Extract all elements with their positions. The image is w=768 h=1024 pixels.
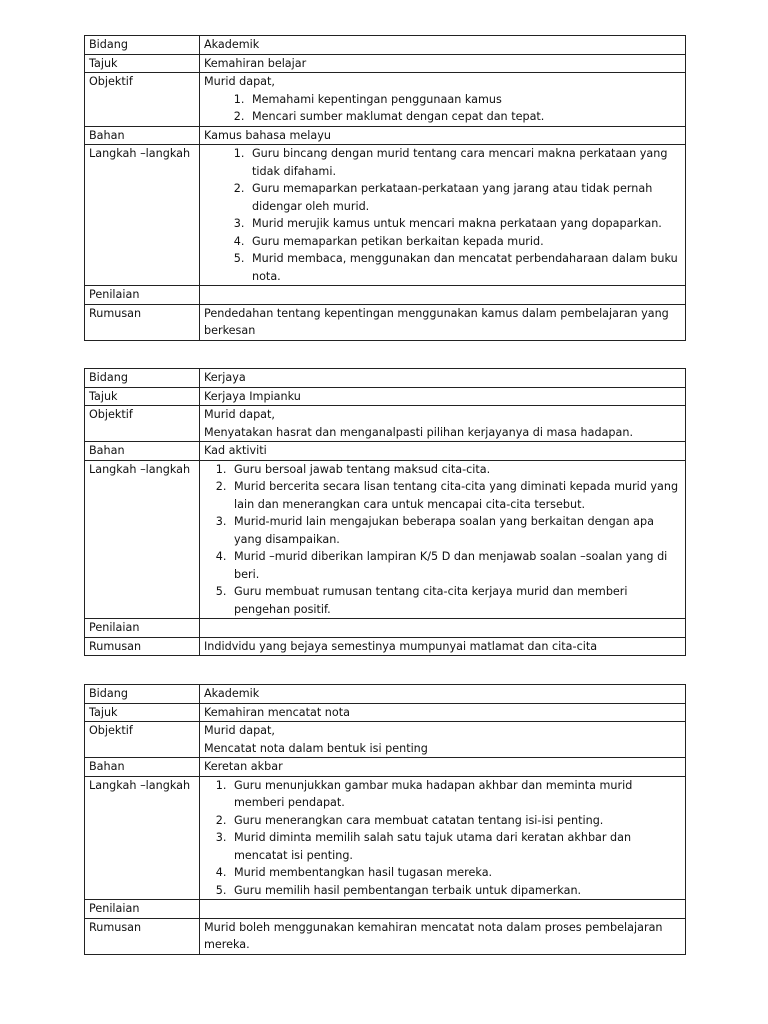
label-langkah: Langkah –langkah xyxy=(85,776,200,900)
list-item: 4. Guru memaparkan petikan berkaitan kepada murid. xyxy=(248,233,681,251)
list-item: 4. Murid membentangkan hasil tugasan mereka. xyxy=(230,864,681,882)
lesson-table-1 xyxy=(84,35,686,341)
row-objektif xyxy=(85,406,686,442)
value-tajuk: Kemahiran mencatat nota xyxy=(200,703,686,722)
objektif-list xyxy=(204,91,681,126)
value-penilaian xyxy=(200,900,686,919)
value-penilaian xyxy=(200,619,686,638)
row-bidang xyxy=(85,369,686,388)
label-tajuk: Tajuk xyxy=(85,703,200,722)
row-rumusan xyxy=(85,304,686,340)
row-bahan xyxy=(85,126,686,145)
label-objektif: Objektif xyxy=(85,73,200,127)
row-bahan xyxy=(85,758,686,777)
objektif-intro: Murid dapat, xyxy=(204,724,275,737)
value-langkah xyxy=(200,776,686,900)
list-item: 3. Murid-murid lain mengajukan beberapa soalan yang berkaitan dengan apa yang disampaikan. xyxy=(230,513,681,548)
row-objektif xyxy=(85,73,686,127)
langkah-list xyxy=(204,145,681,285)
value-bidang: Kerjaya xyxy=(200,369,686,388)
langkah-list xyxy=(204,777,681,900)
label-objektif: Objektif xyxy=(85,406,200,442)
row-langkah xyxy=(85,776,686,900)
list-item: 1. Memahami kepentingan penggunaan kamus xyxy=(248,91,681,109)
label-rumusan: Rumusan xyxy=(85,304,200,340)
row-penilaian xyxy=(85,619,686,638)
lesson-table-3 xyxy=(84,684,686,955)
list-item: 3. Murid merujik kamus untuk mencari makna perkataan yang dopaparkan. xyxy=(248,215,681,233)
list-item: 4. Murid –murid diberikan lampiran K/5 D dan menjawab soalan –soalan yang di beri. xyxy=(230,548,681,583)
value-penilaian xyxy=(200,286,686,305)
label-rumusan: Rumusan xyxy=(85,918,200,954)
row-bahan xyxy=(85,442,686,461)
label-bidang: Bidang xyxy=(85,369,200,388)
value-objektif xyxy=(200,722,686,758)
label-penilaian: Penilaian xyxy=(85,619,200,638)
row-penilaian xyxy=(85,900,686,919)
list-item: 2. Mencari sumber maklumat dengan cepat dan tepat. xyxy=(248,108,681,126)
list-item: 1. Guru bincang dengan murid tentang cara mencari makna perkataan yang tidak difahami. xyxy=(248,145,681,180)
label-objektif: Objektif xyxy=(85,722,200,758)
list-item: 2. Murid bercerita secara lisan tentang cita-cita yang diminati kepada murid yang lain dan menerangkan cara untuk mencapai cita-cita tersebut. xyxy=(230,478,681,513)
row-penilaian xyxy=(85,286,686,305)
label-langkah: Langkah –langkah xyxy=(85,145,200,286)
list-item: 1. Guru bersoal jawab tentang maksud cita-cita. xyxy=(230,461,681,479)
langkah-list xyxy=(204,461,681,619)
row-bidang xyxy=(85,36,686,55)
value-bahan: Kad aktiviti xyxy=(200,442,686,461)
row-tajuk xyxy=(85,703,686,722)
value-objektif xyxy=(200,73,686,127)
objektif-text: Menyatakan hasrat dan menganalpasti pilihan kerjayanya di masa hadapan. xyxy=(204,425,634,439)
label-penilaian: Penilaian xyxy=(85,286,200,305)
label-tajuk: Tajuk xyxy=(85,54,200,73)
objektif-intro: Murid dapat, xyxy=(204,75,275,88)
list-item: 2. Guru memaparkan perkataan-perkataan yang jarang atau tidak pernah didengar oleh murid. xyxy=(248,180,681,215)
value-rumusan: Murid boleh menggunakan kemahiran mencatat nota dalam proses pembelajaran mereka. xyxy=(200,918,686,954)
value-bidang: Akademik xyxy=(200,36,686,55)
list-item: 2. Guru menerangkan cara membuat catatan tentang isi-isi penting. xyxy=(230,812,681,830)
list-item: 5. Guru memilih hasil pembentangan terbaik untuk dipamerkan. xyxy=(230,882,681,900)
label-rumusan: Rumusan xyxy=(85,637,200,656)
label-tajuk: Tajuk xyxy=(85,387,200,406)
lesson-table-2 xyxy=(84,368,686,656)
objektif-intro: Murid dapat, xyxy=(204,408,275,421)
list-item: 3. Murid diminta memilih salah satu tajuk utama dari keratan akhbar dan mencatat isi penting. xyxy=(230,829,681,864)
row-objektif xyxy=(85,722,686,758)
value-langkah xyxy=(200,460,686,619)
label-bidang: Bidang xyxy=(85,685,200,704)
label-langkah: Langkah –langkah xyxy=(85,460,200,619)
value-objektif xyxy=(200,406,686,442)
list-item: 5. Guru membuat rumusan tentang cita-cita kerjaya murid dan memberi pengehan positif. xyxy=(230,583,681,618)
value-bahan: Keretan akbar xyxy=(200,758,686,777)
value-tajuk: Kerjaya Impianku xyxy=(200,387,686,406)
label-bahan: Bahan xyxy=(85,758,200,777)
label-penilaian: Penilaian xyxy=(85,900,200,919)
row-tajuk xyxy=(85,54,686,73)
value-rumusan: Indidvidu yang bejaya semestinya mumpunyai matlamat dan cita-cita xyxy=(200,637,686,656)
row-tajuk xyxy=(85,387,686,406)
list-item: 5. Murid membaca, menggunakan dan mencatat perbendaharaan dalam buku nota. xyxy=(248,250,681,285)
value-langkah xyxy=(200,145,686,286)
row-langkah xyxy=(85,460,686,619)
row-langkah xyxy=(85,145,686,286)
value-bidang: Akademik xyxy=(200,685,686,704)
row-rumusan xyxy=(85,918,686,954)
row-rumusan xyxy=(85,637,686,656)
list-item: 1. Guru menunjukkan gambar muka hadapan akhbar dan meminta murid memberi pendapat. xyxy=(230,777,681,812)
objektif-text: Mencatat nota dalam bentuk isi penting xyxy=(204,741,428,755)
label-bidang: Bidang xyxy=(85,36,200,55)
value-tajuk: Kemahiran belajar xyxy=(200,54,686,73)
row-bidang xyxy=(85,685,686,704)
label-bahan: Bahan xyxy=(85,126,200,145)
label-bahan: Bahan xyxy=(85,442,200,461)
value-rumusan: Pendedahan tentang kepentingan menggunakan kamus dalam pembelajaran yang berkesan xyxy=(200,304,686,340)
value-bahan: Kamus bahasa melayu xyxy=(200,126,686,145)
